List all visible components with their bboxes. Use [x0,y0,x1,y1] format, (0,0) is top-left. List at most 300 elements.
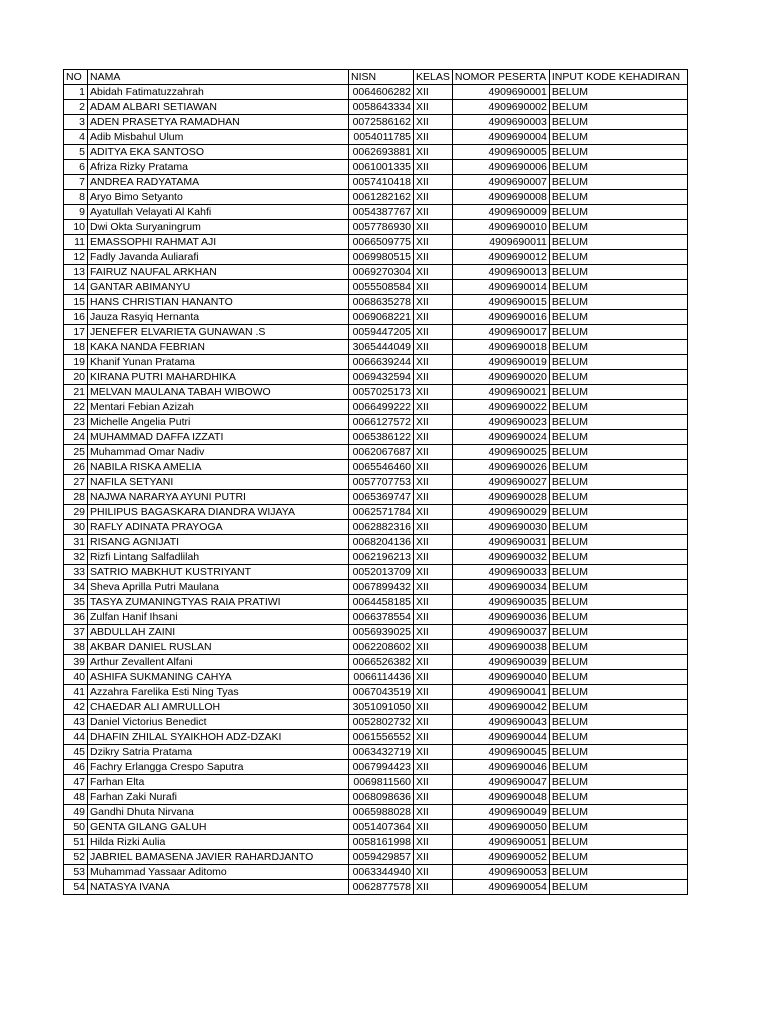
participant-table [63,69,688,895]
table-row [64,625,688,640]
cell-nomor-peserta: 4909690007 [452,175,549,190]
cell-kelas: XII [414,250,453,265]
table-row [64,355,688,370]
cell-nisn: 0068635278 [349,295,414,310]
table-row [64,685,688,700]
cell-no: 24 [64,430,88,445]
cell-nama: ABDULLAH ZAINI [88,625,349,640]
cell-nama: ANDREA RADYATAMA [88,175,349,190]
cell-kelas: XII [414,820,453,835]
cell-input-kode-kehadiran: BELUM [549,565,687,580]
cell-nama: KIRANA PUTRI MAHARDHIKA [88,370,349,385]
cell-nisn: 0059429857 [349,850,414,865]
cell-no: 41 [64,685,88,700]
cell-nama: NAFILA SETYANI [88,475,349,490]
cell-nomor-peserta: 4909690002 [452,100,549,115]
cell-input-kode-kehadiran: BELUM [549,400,687,415]
cell-nama: Jauza Rasyiq Hernanta [88,310,349,325]
cell-nomor-peserta: 4909690027 [452,475,549,490]
cell-nomor-peserta: 4909690003 [452,115,549,130]
cell-nisn: 0066509775 [349,235,414,250]
cell-nama: Rizfi Lintang Salfadlilah [88,550,349,565]
cell-nisn: 0069270304 [349,265,414,280]
cell-nomor-peserta: 4909690046 [452,760,549,775]
table-row [64,295,688,310]
cell-nisn: 0066378554 [349,610,414,625]
cell-nisn: 0052013709 [349,565,414,580]
cell-input-kode-kehadiran: BELUM [549,580,687,595]
cell-kelas: XII [414,325,453,340]
table-row [64,520,688,535]
cell-input-kode-kehadiran: BELUM [549,730,687,745]
cell-kelas: XII [414,640,453,655]
cell-nisn: 0068098636 [349,790,414,805]
cell-nama: JABRIEL BAMASENA JAVIER RAHARDJANTO [88,850,349,865]
cell-input-kode-kehadiran: BELUM [549,220,687,235]
cell-nama: Farhan Elta [88,775,349,790]
cell-no: 35 [64,595,88,610]
cell-no: 54 [64,880,88,895]
cell-kelas: XII [414,160,453,175]
table-row [64,370,688,385]
cell-nomor-peserta: 4909690024 [452,430,549,445]
cell-no: 6 [64,160,88,175]
cell-input-kode-kehadiran: BELUM [549,640,687,655]
cell-nisn: 0059447205 [349,325,414,340]
cell-kelas: XII [414,730,453,745]
header-no: NO [64,70,88,85]
cell-input-kode-kehadiran: BELUM [549,775,687,790]
cell-nomor-peserta: 4909690026 [452,460,549,475]
cell-nomor-peserta: 4909690019 [452,355,549,370]
cell-nomor-peserta: 4909690054 [452,880,549,895]
cell-input-kode-kehadiran: BELUM [549,655,687,670]
cell-nama: ADITYA EKA SANTOSO [88,145,349,160]
cell-no: 33 [64,565,88,580]
cell-nomor-peserta: 4909690038 [452,640,549,655]
cell-input-kode-kehadiran: BELUM [549,745,687,760]
cell-kelas: XII [414,175,453,190]
cell-no: 48 [64,790,88,805]
cell-nomor-peserta: 4909690020 [452,370,549,385]
cell-input-kode-kehadiran: BELUM [549,610,687,625]
cell-no: 28 [64,490,88,505]
cell-no: 44 [64,730,88,745]
cell-input-kode-kehadiran: BELUM [549,280,687,295]
table-row [64,745,688,760]
cell-nama: Zulfan Hanif Ihsani [88,610,349,625]
cell-nama: Gandhi Dhuta Nirvana [88,805,349,820]
cell-nama: AKBAR DANIEL RUSLAN [88,640,349,655]
cell-nisn: 0065369747 [349,490,414,505]
cell-nama: PHILIPUS BAGASKARA DIANDRA WIJAYA [88,505,349,520]
table-row [64,475,688,490]
cell-kelas: XII [414,550,453,565]
cell-kelas: XII [414,760,453,775]
cell-nisn: 0061556552 [349,730,414,745]
table-row [64,835,688,850]
cell-no: 51 [64,835,88,850]
cell-input-kode-kehadiran: BELUM [549,310,687,325]
cell-kelas: XII [414,205,453,220]
cell-nama: Fadly Javanda Auliarafi [88,250,349,265]
table-row [64,850,688,865]
cell-no: 46 [64,760,88,775]
cell-kelas: XII [414,580,453,595]
cell-nama: ASHIFA SUKMANING CAHYA [88,670,349,685]
cell-nomor-peserta: 4909690040 [452,670,549,685]
cell-kelas: XII [414,415,453,430]
cell-nomor-peserta: 4909690028 [452,490,549,505]
cell-nama: Muhammad Omar Nadiv [88,445,349,460]
cell-kelas: XII [414,610,453,625]
cell-no: 52 [64,850,88,865]
cell-input-kode-kehadiran: BELUM [549,760,687,775]
cell-nama: SATRIO MABKHUT KUSTRIYANT [88,565,349,580]
cell-nisn: 0066639244 [349,355,414,370]
cell-nama: GANTAR ABIMANYU [88,280,349,295]
cell-nama: Hilda Rizki Aulia [88,835,349,850]
cell-input-kode-kehadiran: BELUM [549,265,687,280]
cell-no: 47 [64,775,88,790]
cell-input-kode-kehadiran: BELUM [549,865,687,880]
cell-kelas: XII [414,280,453,295]
cell-nisn: 0069980515 [349,250,414,265]
cell-nisn: 0065386122 [349,430,414,445]
cell-nama: Daniel Victorius Benedict [88,715,349,730]
cell-nomor-peserta: 4909690031 [452,535,549,550]
cell-input-kode-kehadiran: BELUM [549,625,687,640]
table-row [64,385,688,400]
cell-no: 27 [64,475,88,490]
cell-nomor-peserta: 4909690035 [452,595,549,610]
cell-nisn: 0054011785 [349,130,414,145]
table-row [64,595,688,610]
cell-nomor-peserta: 4909690041 [452,685,549,700]
cell-no: 32 [64,550,88,565]
cell-input-kode-kehadiran: BELUM [549,700,687,715]
cell-no: 29 [64,505,88,520]
cell-no: 8 [64,190,88,205]
cell-no: 53 [64,865,88,880]
cell-nomor-peserta: 4909690010 [452,220,549,235]
cell-nomor-peserta: 4909690039 [452,655,549,670]
cell-kelas: XII [414,850,453,865]
header-nama: NAMA [88,70,349,85]
cell-nama: Dwi Okta Suryaningrum [88,220,349,235]
cell-nama: Abidah Fatimatuzzahrah [88,85,349,100]
header-nomor-peserta: NOMOR PESERTA [452,70,549,85]
cell-nomor-peserta: 4909690036 [452,610,549,625]
cell-kelas: XII [414,400,453,415]
table-row [64,325,688,340]
cell-nomor-peserta: 4909690047 [452,775,549,790]
table-row [64,640,688,655]
cell-nisn: 0068204136 [349,535,414,550]
cell-input-kode-kehadiran: BELUM [549,715,687,730]
table-row [64,535,688,550]
cell-nomor-peserta: 4909690029 [452,505,549,520]
cell-no: 43 [64,715,88,730]
cell-kelas: XII [414,670,453,685]
cell-kelas: XII [414,475,453,490]
table-row [64,265,688,280]
cell-input-kode-kehadiran: BELUM [549,595,687,610]
cell-nisn: 0067994423 [349,760,414,775]
cell-no: 21 [64,385,88,400]
cell-no: 16 [64,310,88,325]
cell-no: 17 [64,325,88,340]
cell-nisn: 0057707753 [349,475,414,490]
header-kelas: KELAS [414,70,453,85]
cell-nisn: 0051407364 [349,820,414,835]
cell-input-kode-kehadiran: BELUM [549,190,687,205]
cell-nisn: 0057786930 [349,220,414,235]
cell-nisn: 0066499222 [349,400,414,415]
cell-no: 26 [64,460,88,475]
cell-input-kode-kehadiran: BELUM [549,340,687,355]
table-row [64,655,688,670]
table-row [64,670,688,685]
cell-nama: RAFLY ADINATA PRAYOGA [88,520,349,535]
cell-no: 15 [64,295,88,310]
cell-no: 20 [64,370,88,385]
cell-nisn: 0067899432 [349,580,414,595]
table-row [64,490,688,505]
cell-no: 23 [64,415,88,430]
table-row [64,160,688,175]
cell-kelas: XII [414,85,453,100]
cell-no: 45 [64,745,88,760]
cell-no: 2 [64,100,88,115]
cell-nomor-peserta: 4909690025 [452,445,549,460]
cell-nama: EMASSOPHI RAHMAT AJI [88,235,349,250]
cell-nama: Sheva Aprilla Putri Maulana [88,580,349,595]
cell-nomor-peserta: 4909690014 [452,280,549,295]
cell-input-kode-kehadiran: BELUM [549,460,687,475]
table-row [64,820,688,835]
cell-nomor-peserta: 4909690050 [452,820,549,835]
cell-input-kode-kehadiran: BELUM [549,295,687,310]
header-input-kode-kehadiran: INPUT KODE KEHADIRAN [549,70,687,85]
cell-no: 4 [64,130,88,145]
cell-no: 40 [64,670,88,685]
cell-nisn: 0052802732 [349,715,414,730]
cell-nama: Ayatullah Velayati Al Kahfi [88,205,349,220]
cell-nisn: 0058643334 [349,100,414,115]
cell-nomor-peserta: 4909690042 [452,700,549,715]
header-row [64,70,688,85]
table-row [64,865,688,880]
cell-nisn: 0062693881 [349,145,414,160]
cell-nama: RISANG AGNIJATI [88,535,349,550]
cell-input-kode-kehadiran: BELUM [549,115,687,130]
cell-nama: Fachry Erlangga Crespo Saputra [88,760,349,775]
cell-input-kode-kehadiran: BELUM [549,250,687,265]
cell-kelas: XII [414,130,453,145]
cell-no: 38 [64,640,88,655]
cell-kelas: XII [414,295,453,310]
cell-nisn: 0069068221 [349,310,414,325]
cell-no: 50 [64,820,88,835]
cell-kelas: XII [414,595,453,610]
cell-no: 11 [64,235,88,250]
cell-no: 39 [64,655,88,670]
table-body [64,85,688,895]
cell-kelas: XII [414,460,453,475]
cell-nisn: 0054387767 [349,205,414,220]
cell-no: 12 [64,250,88,265]
cell-no: 37 [64,625,88,640]
cell-input-kode-kehadiran: BELUM [549,325,687,340]
cell-nisn: 0063344940 [349,865,414,880]
cell-nama: NATASYA IVANA [88,880,349,895]
cell-nama: Afriza Rizky Pratama [88,160,349,175]
table-row [64,85,688,100]
cell-nomor-peserta: 4909690006 [452,160,549,175]
cell-kelas: XII [414,145,453,160]
table-row [64,175,688,190]
cell-no: 5 [64,145,88,160]
cell-kelas: XII [414,565,453,580]
table-row [64,415,688,430]
cell-no: 31 [64,535,88,550]
cell-kelas: XII [414,700,453,715]
cell-nisn: 0058161998 [349,835,414,850]
cell-kelas: XII [414,805,453,820]
cell-nama: Azzahra Farelika Esti Ning Tyas [88,685,349,700]
table-row [64,340,688,355]
cell-nomor-peserta: 4909690032 [452,550,549,565]
cell-nama: MUHAMMAD DAFFA IZZATI [88,430,349,445]
cell-no: 7 [64,175,88,190]
cell-nisn: 0062877578 [349,880,414,895]
cell-nisn: 0067043519 [349,685,414,700]
cell-nomor-peserta: 4909690001 [452,85,549,100]
cell-nomor-peserta: 4909690044 [452,730,549,745]
cell-kelas: XII [414,355,453,370]
cell-nomor-peserta: 4909690045 [452,745,549,760]
cell-no: 1 [64,85,88,100]
table-row [64,250,688,265]
cell-nama: NAJWA NARARYA AYUNI PUTRI [88,490,349,505]
cell-kelas: XII [414,790,453,805]
cell-input-kode-kehadiran: BELUM [549,130,687,145]
cell-nama: CHAEDAR ALI AMRULLOH [88,700,349,715]
table-row [64,460,688,475]
cell-nomor-peserta: 4909690016 [452,310,549,325]
cell-nomor-peserta: 4909690052 [452,850,549,865]
cell-input-kode-kehadiran: BELUM [549,175,687,190]
cell-no: 13 [64,265,88,280]
cell-nomor-peserta: 4909690037 [452,625,549,640]
cell-kelas: XII [414,865,453,880]
cell-nomor-peserta: 4909690015 [452,295,549,310]
table-row [64,310,688,325]
table-row [64,730,688,745]
cell-no: 36 [64,610,88,625]
table-row [64,235,688,250]
table-row [64,805,688,820]
cell-kelas: XII [414,265,453,280]
cell-nisn: 0066127572 [349,415,414,430]
cell-nama: Arthur Zevallent Alfani [88,655,349,670]
cell-nisn: 0057410418 [349,175,414,190]
cell-nomor-peserta: 4909690017 [452,325,549,340]
cell-nomor-peserta: 4909690030 [452,520,549,535]
cell-nomor-peserta: 4909690023 [452,415,549,430]
cell-nama: Farhan Zaki Nurafi [88,790,349,805]
cell-kelas: XII [414,715,453,730]
cell-kelas: XII [414,625,453,640]
cell-no: 14 [64,280,88,295]
cell-nisn: 0069811560 [349,775,414,790]
cell-input-kode-kehadiran: BELUM [549,805,687,820]
cell-nisn: 0069432594 [349,370,414,385]
cell-kelas: XII [414,100,453,115]
cell-kelas: XII [414,430,453,445]
cell-nisn: 0065988028 [349,805,414,820]
cell-kelas: XII [414,490,453,505]
cell-kelas: XII [414,115,453,130]
cell-nisn: 0055508584 [349,280,414,295]
cell-nomor-peserta: 4909690008 [452,190,549,205]
table-row [64,880,688,895]
cell-nomor-peserta: 4909690005 [452,145,549,160]
cell-input-kode-kehadiran: BELUM [549,445,687,460]
cell-nisn: 3065444049 [349,340,414,355]
table-row [64,220,688,235]
table-row [64,505,688,520]
cell-nomor-peserta: 4909690033 [452,565,549,580]
cell-nama: JENEFER ELVARIETA GUNAWAN .S [88,325,349,340]
cell-kelas: XII [414,310,453,325]
table-row [64,145,688,160]
cell-no: 42 [64,700,88,715]
cell-kelas: XII [414,445,453,460]
table-row [64,760,688,775]
cell-input-kode-kehadiran: BELUM [549,235,687,250]
cell-nisn: 0062196213 [349,550,414,565]
table-row [64,550,688,565]
cell-no: 9 [64,205,88,220]
cell-input-kode-kehadiran: BELUM [549,880,687,895]
cell-nama: TASYA ZUMANINGTYAS RAIA PRATIWI [88,595,349,610]
cell-input-kode-kehadiran: BELUM [549,205,687,220]
cell-no: 19 [64,355,88,370]
cell-kelas: XII [414,190,453,205]
cell-nisn: 0061001335 [349,160,414,175]
cell-input-kode-kehadiran: BELUM [549,355,687,370]
cell-input-kode-kehadiran: BELUM [549,820,687,835]
cell-nama: Mentari Febian Azizah [88,400,349,415]
cell-input-kode-kehadiran: BELUM [549,370,687,385]
table-row [64,700,688,715]
cell-nomor-peserta: 4909690048 [452,790,549,805]
cell-input-kode-kehadiran: BELUM [549,385,687,400]
cell-nomor-peserta: 4909690013 [452,265,549,280]
cell-nomor-peserta: 4909690022 [452,400,549,415]
table-row [64,580,688,595]
table-row [64,190,688,205]
cell-nama: ADEN PRASETYA RAMADHAN [88,115,349,130]
header-nisn: NISN [349,70,414,85]
cell-nisn: 0062882316 [349,520,414,535]
cell-no: 34 [64,580,88,595]
cell-kelas: XII [414,505,453,520]
cell-input-kode-kehadiran: BELUM [549,850,687,865]
cell-nama: Dzikry Satria Pratama [88,745,349,760]
